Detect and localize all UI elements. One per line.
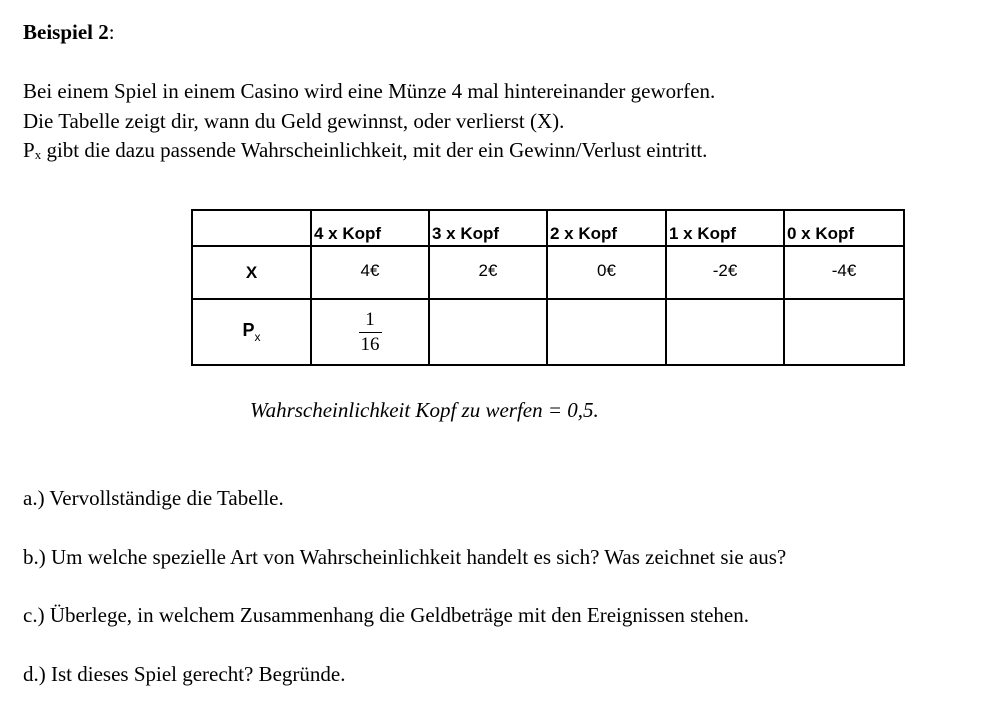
- header-2-kopf: 2 x Kopf: [547, 210, 666, 246]
- fraction-numerator: 1: [365, 308, 375, 330]
- intro-line-1: Bei einem Spiel in einem Casino wird eine Münze 4 mal hintereinander geworfen.: [23, 79, 716, 103]
- table-header-row: [192, 210, 904, 246]
- title-label: Beispiel 2: [23, 20, 109, 44]
- px-value-0-kopf-empty[interactable]: [784, 299, 904, 365]
- px-value-4-kopf: [311, 299, 429, 365]
- intro-line-2: Die Tabelle zeigt dir, wann du Geld gewinnst, oder verlierst (X).: [23, 108, 565, 133]
- question-list: [23, 484, 786, 718]
- px-value-1-kopf-empty[interactable]: [666, 299, 784, 365]
- probability-note: Wahrscheinlichkeit Kopf zu werfen = 0,5.: [250, 398, 599, 422]
- px-subscript: x: [254, 330, 261, 344]
- question-b: b.) Um welche spezielle Art von Wahrscheinlichkeit handelt es sich? Was zeichnet sie aus?: [23, 544, 787, 569]
- intro-p-subscript: x: [34, 147, 42, 162]
- question-c: c.) Überlege, in welchem Zusammenhang die Geldbeträge mit den Ereignissen stehen.: [23, 603, 749, 627]
- header-3-kopf: 3 x Kopf: [429, 210, 547, 246]
- header-4-kopf: 4 x Kopf: [311, 210, 429, 246]
- x-value-4-kopf: 4€: [311, 246, 429, 299]
- x-value-1-kopf: -2€: [666, 246, 784, 299]
- table-corner-cell: [192, 210, 311, 246]
- header-0-kopf: 0 x Kopf: [784, 210, 904, 246]
- intro-line-3-rest: gibt die dazu passende Wahrscheinlichkeit, mit der ein Gewinn/Verlust eintritt.: [41, 138, 708, 162]
- header-1-kopf: 1 x Kopf: [666, 210, 784, 246]
- px-value-2-kopf-empty[interactable]: [547, 299, 666, 365]
- title-colon: :: [108, 20, 115, 44]
- x-value-0-kopf: -4€: [784, 246, 904, 299]
- question-a: a.) Vervollständige die Tabelle.: [23, 486, 284, 510]
- px-value-3-kopf-empty[interactable]: [429, 299, 547, 365]
- question-d: d.) Ist dieses Spiel gerecht? Begründe.: [23, 661, 346, 686]
- probability-table: [191, 209, 905, 366]
- fraction-denominator: 16: [360, 333, 380, 355]
- table-row-px: [192, 299, 904, 365]
- intro-line-3: [23, 136, 715, 170]
- page-title: [23, 18, 115, 46]
- row-label-x: X: [192, 246, 311, 299]
- x-value-3-kopf: 2€: [429, 246, 547, 299]
- px-letter: P: [242, 320, 255, 340]
- x-value-2-kopf: 0€: [547, 246, 666, 299]
- table-row-x: [192, 246, 904, 299]
- intro-text: [23, 77, 715, 170]
- row-label-px: [192, 299, 311, 365]
- intro-p-letter: P: [23, 138, 35, 162]
- fraction: [359, 310, 382, 355]
